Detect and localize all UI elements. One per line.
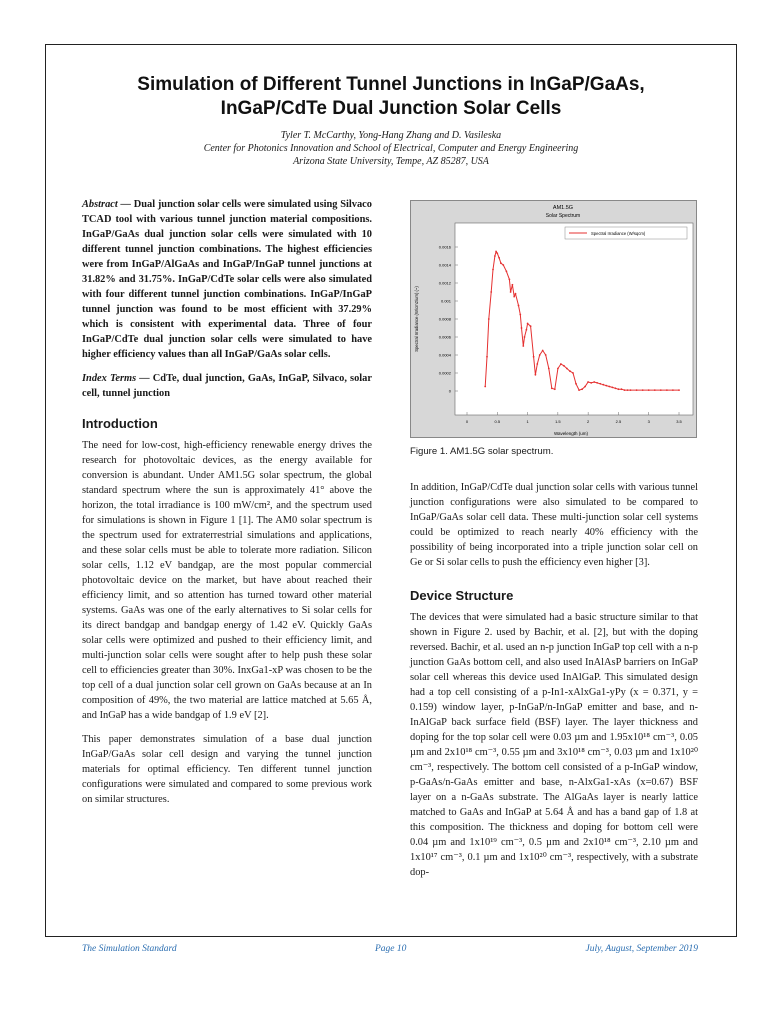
footer-date: July, August, September 2019 bbox=[585, 944, 698, 954]
data-point bbox=[519, 314, 521, 316]
abstract-text: Dual junction solar cells were simulated using Silvaco TCAD tool with various tunnel junction material compositions. InGaP/GaAs dual junction solar cells were simulated with 10 different tunnel junction combinations. The highest efficiencies were from InGaP/AlGaAs and InGaP/InGaP tunnel junctions at 31.82% and 31.75%. InGaP/CdTe solar cells were also simulated with four different tunnel junction combinations. InGaP/InGaP tunnel junction was found to be most efficient with 37.29% which is consistent with experimental data. Three of four InGaP/CdTe dual junction solar cells were simulated to have higher efficiency values than all InGaP/GaAs solar cells. bbox=[82, 199, 372, 360]
data-point bbox=[533, 356, 535, 358]
data-point bbox=[596, 382, 598, 384]
data-point bbox=[648, 389, 650, 391]
data-point bbox=[593, 381, 595, 383]
title-line-1: Simulation of Different Tunnel Junctions in InGaP/GaAs, bbox=[137, 74, 645, 95]
data-point bbox=[636, 389, 638, 391]
device-paragraph-1: The devices that were simulated had a basic structure similar to that shown in Figure 2. used by Bachir, et al. [2], but with the doping reversed. Bachir, et al. used an n-p junction InGaP top cell with a n-p junction GaAs bottom cell, and also used InAlAsP barriers on InGaP solar cell whereas this device used InAlGaP. This simulated design had a top cell consisting of a p-In1-xAlxGa1-yPy (x = 0.371, y = 0.159) window layer, p-InGaP/n-InGaP emitter and base, and n-InAlGaP back surface field (BSF) layer. The layer thickness and doping for the top solar cell were 0.03 µm and 1.95x10¹⁸ cm⁻³, 0.05 µm and 2x10¹⁸ cm⁻³, 0.55 µm and 3x10¹⁸ cm⁻³, 0.03 µm and 1x10²⁰ cm⁻³, respectively. The bottom cell consisted of a p-InGaP window, p-GaAs/n-GaAs emitter and base, n-AlxGa1-xAs (x=0.67) BSF layer on a n-GaAs substrate. The AlGaAs layer is nearly lattice matched to GaAs and InGaP at 5.64 Å and has a band gap of 1.8 at this composition. The thickness and doping for bottom cell were 0.04 µm and 1x10¹⁹ cm⁻³, 0.5 µm and 2x10¹⁸ cm⁻³, 2.10 µm and 1x10¹⁷ cm⁻³, 0.1 µm and 1x10²⁰ cm⁻³, respectively, with a substrate dop- bbox=[410, 612, 698, 878]
index-lead: Index Terms — bbox=[82, 373, 150, 384]
paper-title bbox=[0, 73, 782, 121]
data-point bbox=[605, 385, 607, 387]
data-point bbox=[672, 389, 674, 391]
y-axis-label: Spectral Irradiance (W/cm2/um) (~) bbox=[414, 286, 419, 352]
x-tick-label: 0.5 bbox=[494, 419, 501, 424]
y-tick-label: 0.0016 bbox=[438, 244, 451, 250]
y-tick-label: 0.0014 bbox=[438, 262, 451, 268]
index-terms bbox=[82, 371, 372, 401]
x-axis-label: Wavelength (um) bbox=[553, 431, 589, 436]
data-point bbox=[494, 255, 496, 257]
data-point bbox=[510, 291, 512, 293]
plot-area bbox=[455, 223, 693, 415]
author-block bbox=[0, 129, 782, 168]
data-point bbox=[488, 318, 490, 320]
data-point bbox=[624, 389, 626, 391]
page-footer bbox=[82, 944, 698, 958]
data-point bbox=[615, 387, 617, 389]
chart-subtitle: Solar Spectrum bbox=[545, 213, 581, 219]
x-tick-label: 2.5 bbox=[615, 419, 622, 424]
intro-heading: Introduction bbox=[82, 416, 158, 431]
data-point bbox=[486, 356, 488, 358]
data-point bbox=[524, 336, 526, 338]
data-point bbox=[581, 388, 583, 390]
device-heading: Device Structure bbox=[410, 588, 514, 603]
intro-paragraph-1: The need for low-cost, high-efficiency renewable energy drives the research for photovoltaic devices, as the energy available for conversion is abundant. Under AM1.5G solar spectrum, the global standard spectrum where the sun is approximately 41° above the horizon, the total irradiance is 100 mW/cm², and the spectrum used for simulations is shown in Figure 1 [1]. The AM0 solar spectrum is the spectrum used for extraterrestrial simulations and applications, and these solar cells must be able to tolerate more radiation. Silicon solar cells, 1.12 eV bandgap, are the most popular commercial photovoltaic device on the market, but have about reached their efficiency limit, and so attention has turned toward other material systems. GaAs was one of the early alternatives to Si solar cells for its direct bandgap and bandgap energy of 1.42 eV. Quickly GaAs solar cells were optimized and pushed to their efficiency limit, and multi-junction solar cells were sought after to help push these solar cell to efficiencies greater than 30%. InxGa1-xP was chosen to be the top cell of a dual junction solar cell grown on GaAs because at an In composition of 49%, the two material are lattice matched at 5.65 Å, and InGaP has a wide bandgap of 1.9 eV [2]. bbox=[82, 440, 372, 721]
data-point bbox=[554, 388, 556, 390]
affiliation-1: Center for Photonics Innovation and School of Electrical, Computer and Energy Engineering bbox=[203, 143, 579, 154]
x-tick-label: 1.5 bbox=[555, 419, 561, 424]
abstract bbox=[82, 197, 372, 362]
data-point bbox=[522, 345, 524, 347]
data-point bbox=[521, 327, 523, 329]
data-point bbox=[654, 389, 656, 391]
data-point bbox=[484, 386, 486, 388]
abstract-lead: Abstract — bbox=[82, 199, 131, 210]
data-point bbox=[587, 381, 589, 383]
data-point bbox=[548, 368, 550, 370]
index-text: CdTe, dual junction, GaAs, InGaP, Silvaco, solar cell, tunnel junction bbox=[82, 373, 372, 399]
data-point bbox=[539, 354, 541, 356]
data-point bbox=[495, 251, 497, 253]
y-tick-label: 0.0004 bbox=[438, 352, 451, 358]
legend bbox=[565, 227, 687, 239]
data-point bbox=[602, 384, 604, 386]
data-point bbox=[569, 370, 571, 372]
data-point bbox=[500, 262, 502, 264]
chart-title: AM1.5G bbox=[552, 205, 574, 211]
data-point bbox=[612, 387, 614, 389]
intro-paragraph-2: This paper demonstrates simulation of a base dual junction InGaP/GaAs solar cell design and varying the tunnel junction materials for optimal efficiency. Ten different tunnel junction configurations were simulated and compared to some previous work on similar structures. bbox=[82, 734, 372, 805]
data-point bbox=[584, 386, 586, 388]
figure-caption: Figure 1. AM1.5G solar spectrum. bbox=[410, 446, 554, 457]
x-tick-label: 0 bbox=[465, 419, 469, 424]
x-tick-label: 3 bbox=[647, 419, 650, 424]
data-point bbox=[642, 389, 644, 391]
data-point bbox=[627, 389, 629, 391]
left-column bbox=[82, 197, 372, 816]
data-point bbox=[608, 386, 610, 388]
data-point bbox=[578, 389, 580, 391]
right-paragraph-1: In addition, InGaP/CdTe dual junction solar cells with various tunnel junction configurations were also simulated to be compared to InGaP/GaAs solar cell data. These multi-junction solar cell systems could be optimized to reach nearly 40% efficiency with the possibility of being incorporated into a triple junction solar cell on Ge or Si solar cells to push the efficiency even higher [3]. bbox=[410, 482, 698, 568]
data-point bbox=[660, 389, 662, 391]
data-point bbox=[599, 383, 601, 385]
y-tick-label: 0.0008 bbox=[438, 316, 451, 322]
data-point bbox=[536, 363, 538, 365]
legend-label: Spectral Irradiance (W/sqcm) bbox=[591, 231, 646, 236]
data-point bbox=[509, 279, 511, 281]
spectrum-chart bbox=[411, 201, 696, 437]
x-tick-label: 1 bbox=[526, 419, 529, 424]
data-point bbox=[490, 291, 492, 293]
data-point bbox=[545, 354, 547, 356]
y-tick-label: 0.0012 bbox=[438, 280, 451, 286]
data-point bbox=[560, 363, 562, 365]
data-point bbox=[506, 270, 508, 272]
data-point bbox=[590, 382, 592, 384]
title-line-2: InGaP/CdTe Dual Junction Solar Cells bbox=[220, 98, 562, 119]
data-point bbox=[551, 387, 553, 389]
data-point bbox=[575, 383, 577, 385]
data-point bbox=[512, 284, 514, 286]
data-point bbox=[666, 389, 668, 391]
data-point bbox=[557, 368, 559, 370]
data-point bbox=[542, 350, 544, 352]
data-point bbox=[618, 388, 620, 390]
footer-page: Page 10 bbox=[375, 944, 407, 954]
authors: Tyler T. McCarthy, Yong-Hang Zhang and D. Vasileska bbox=[280, 130, 502, 141]
y-tick-label: 0.0002 bbox=[438, 370, 451, 376]
figure-1 bbox=[410, 200, 697, 438]
data-point bbox=[535, 374, 537, 376]
data-point bbox=[572, 372, 574, 374]
data-point bbox=[496, 252, 498, 254]
data-point bbox=[513, 296, 515, 298]
data-point bbox=[518, 305, 520, 307]
footer-journal: The Simulation Standard bbox=[82, 944, 177, 954]
y-tick-label: 0 bbox=[448, 388, 451, 394]
data-point bbox=[527, 323, 529, 325]
y-tick-label: 0.0006 bbox=[438, 334, 451, 340]
right-column bbox=[410, 480, 698, 889]
data-point bbox=[530, 325, 532, 327]
data-point bbox=[502, 264, 504, 266]
y-tick-label: 0.001 bbox=[440, 298, 451, 304]
data-point bbox=[498, 257, 500, 259]
x-tick-label: 3.5 bbox=[676, 419, 682, 424]
data-point bbox=[678, 389, 680, 391]
affiliation-2: Arizona State University, Tempe, AZ 85287, USA bbox=[293, 156, 489, 167]
data-point bbox=[526, 329, 528, 331]
data-point bbox=[621, 388, 623, 390]
data-point bbox=[563, 365, 565, 367]
data-point bbox=[515, 293, 517, 295]
data-point bbox=[630, 389, 632, 391]
x-tick-label: 2 bbox=[587, 419, 590, 424]
data-point bbox=[566, 368, 568, 370]
data-point bbox=[492, 269, 494, 271]
